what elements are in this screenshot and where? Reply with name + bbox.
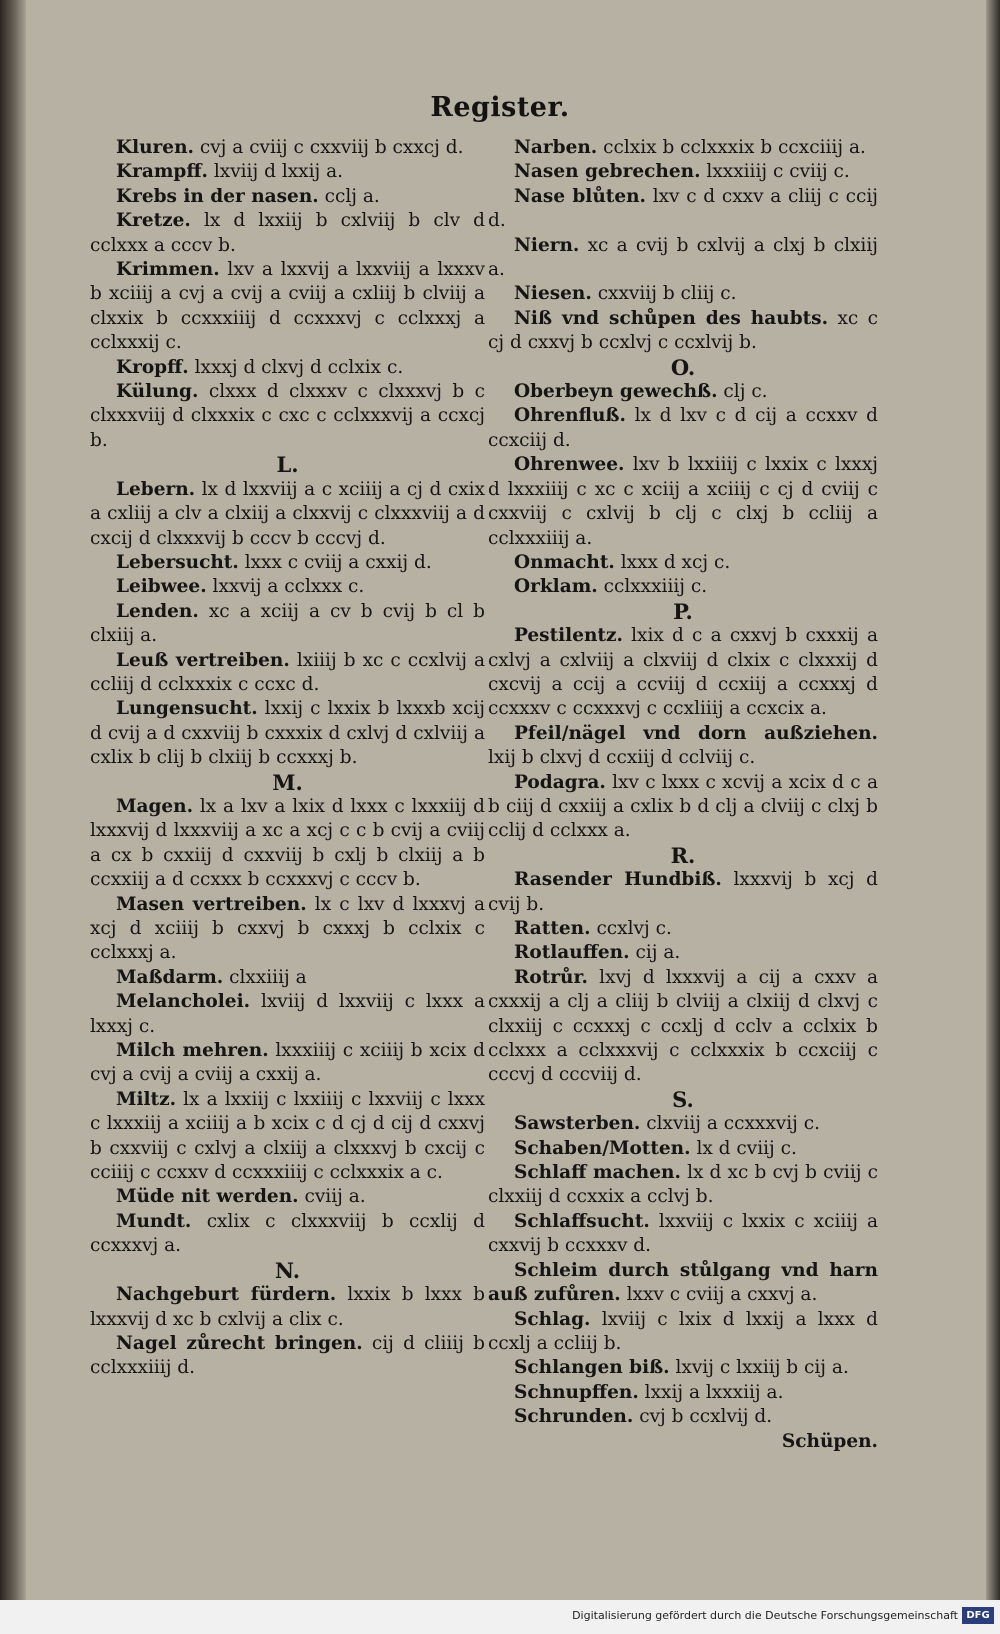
entry-references: lxvij c lxxiij b cij a. <box>675 1357 849 1379</box>
entry-references: cxlix c clxxxviij b ccxlij d ccxxxvj a. <box>90 1210 485 1257</box>
entry-term: Kretze. <box>116 210 191 232</box>
entry-term: Schlaffsucht. <box>514 1210 650 1232</box>
index-entry <box>90 990 485 1039</box>
section-letter: L. <box>276 452 299 478</box>
section-letter: N. <box>274 1257 301 1283</box>
entry-references: cvj b ccxlvij d. <box>639 1406 773 1428</box>
catchword: Schüpen. <box>781 1430 878 1452</box>
entry-term: Ratten. <box>514 918 591 939</box>
entry-term: Pfeil/nägel vnd dorn außziehen. <box>514 722 878 744</box>
entry-term: Schleim durch stůlgang vnd harn auß zufůren. <box>488 1259 878 1306</box>
entry-term: Milch mehren. <box>116 1040 269 1062</box>
entry-references: clj c. <box>723 381 768 403</box>
index-entry <box>90 966 485 990</box>
index-entry <box>488 1112 878 1136</box>
index-entry <box>488 185 878 234</box>
entry-references: ccxlvj c. <box>596 918 672 939</box>
entry-term: Rotrůr. <box>514 966 588 988</box>
entry-term: Nase blůten. <box>514 185 646 207</box>
entry-references: lx a lxxiij c lxxiiij c lxxviij c lxxx c lxxxiij a xciiij a b xcix c d cj d cij d cxxvj b cxxviij c cxlvj a clxiij a clxxxvj b cxcij c cciiij c ccxxv d ccxxxiiij c cclxxxix a c. <box>90 1088 486 1184</box>
index-entry <box>90 160 485 184</box>
footer-bar <box>0 1600 1000 1634</box>
entry-term: Schlag. <box>514 1308 591 1330</box>
index-entry <box>488 307 878 356</box>
section-letter: S. <box>672 1086 694 1112</box>
entry-references: lx d lxxviij a c xciiij a cj d cxix a cxliij a clv a clxiij a clxxvij c clxxxviij a d cxcij d clxxxvij b cccv b cccvj d. <box>90 478 485 549</box>
index-entry <box>488 941 878 965</box>
entry-term: Pestilentz. <box>514 625 623 647</box>
index-entry <box>90 600 485 649</box>
entry-term: Schnupffen. <box>514 1381 639 1403</box>
entry-term: Nasen gebrechen. <box>514 161 701 183</box>
index-entry <box>90 551 485 575</box>
index-entry <box>90 1088 485 1186</box>
entry-references: cij a. <box>635 942 681 964</box>
entry-term: Leibwee. <box>116 576 207 598</box>
entry-references: cclxix b cclxxxix b ccxciiij a. <box>603 137 866 158</box>
entry-term: Schlaff machen. <box>514 1162 681 1184</box>
index-entry <box>488 453 878 551</box>
entry-references: clxviij a ccxxxvij c. <box>646 1113 821 1135</box>
page-header: Register. <box>430 92 570 123</box>
index-entry <box>488 1259 878 1308</box>
entry-references: lxxxiiij c cviij c. <box>706 161 850 183</box>
index-entry <box>488 1137 878 1161</box>
index-entry <box>488 917 878 941</box>
index-entry <box>488 1405 878 1429</box>
entry-references: lxv c d cxxv a cliij c ccij d. <box>488 185 878 232</box>
entry-references: lx d xc b cvj b cviij c clxxiij d ccxxix a cclvj b. <box>488 1162 878 1208</box>
entry-term: Maßdarm. <box>116 966 224 988</box>
entry-term: Nachgeburt fürdern. <box>116 1284 337 1306</box>
entry-term: Mundt. <box>116 1210 192 1232</box>
section-letter: O. <box>670 354 696 380</box>
index-entry <box>488 624 878 722</box>
index-entry <box>90 1283 485 1332</box>
entry-term: Nagel zůrecht bringen. <box>116 1332 363 1354</box>
entry-references: lxxix b lxxx b lxxxvij d xc b cxlvij a clix c. <box>90 1284 485 1330</box>
entry-references: lxxxj d clxvj d cclxix c. <box>194 356 404 378</box>
index-entry <box>488 380 878 404</box>
index-entry <box>488 1308 878 1357</box>
entry-term: Lungensucht. <box>116 698 258 720</box>
entry-term: Orklam. <box>514 576 598 598</box>
entry-references: lxxx c cviij a cxxij d. <box>244 551 432 573</box>
entry-references: lx d lxxiij b cxlviij b clv d cclxxx a cccv b. <box>90 210 485 256</box>
entry-term: Külung. <box>116 381 199 403</box>
index-entry <box>488 282 878 306</box>
entry-references: clxxx d clxxxv c clxxxvj b c clxxxviij d clxxxix c cxc c cclxxxvij a ccxcj b. <box>90 381 485 451</box>
entry-term: Lebern. <box>116 478 196 500</box>
footer-credit: Digitalisierung gefördert durch die Deutsche Forschungsgemeinschaft <box>572 1609 958 1622</box>
entry-references: lxv c lxxx c xcvij a xcix d c a b ciij d cxxiij a cxlix b d clj a clviij c clxj b cclij d cclxxx a. <box>488 771 878 842</box>
entry-term: Oberbeyn gewechß. <box>514 381 718 403</box>
entry-term: Leuß vertreiben. <box>116 649 290 671</box>
entry-term: Niesen. <box>514 283 592 305</box>
entry-references: xc c cj d cxxvj b ccxlvj c ccxlvij b. <box>488 307 878 354</box>
entry-references: lxij b clxvj d ccxiij d cclviij c. <box>488 747 756 769</box>
entry-references: lxxviij c lxxix c xciiij a cxxvij b ccxxxv d. <box>488 1210 878 1257</box>
entry-term: Niern. <box>514 234 580 256</box>
entry-references: lxv a lxxvij a lxxviij a lxxxv b xciiij a cvj a cvij a cviij a cxliij b clviij a clxxix b ccxxxiiij d ccxxxvj c cclxxxj a cclxxxij c. <box>90 259 485 354</box>
entry-references: lxiiij b xc c ccxlvij a ccliij d cclxxxix c ccxc d. <box>90 649 485 695</box>
index-entry <box>488 160 878 184</box>
entry-references: lxxxiiij c xciiij b xcix d cvj a cvij a cviij a cxxij a. <box>90 1040 485 1086</box>
index-entry <box>90 185 485 209</box>
index-entry <box>90 893 485 966</box>
index-entry <box>90 575 485 599</box>
entry-references: lxxvij a cclxxx c. <box>212 576 365 598</box>
index-entry <box>90 380 485 453</box>
section-letter: M. <box>272 769 303 795</box>
entry-references: lx c lxv d lxxxvj a xcj d xciiij b cxxvj b cxxxj b cclxix c cclxxxj a. <box>90 893 485 964</box>
entry-references: lxv b lxxiiij c lxxix c lxxxj d lxxxiiij c xc c xciij a xciiij c cj d cviij c cxxviij c cxlvij b clj c clxj b ccliij a cclxxxiiij a. <box>488 454 878 549</box>
index-entry <box>90 1185 485 1209</box>
entry-references: lx a lxv a lxix d lxxx c lxxxiij d lxxxvij d lxxxviij a xc a xcj c c b cvij a cviij a cx b cxxiij d cxxviij b cxlj b clxiij a b ccxxiij a d ccxxx b ccxxxvj c cccv b. <box>90 795 485 891</box>
index-entry <box>488 1161 878 1210</box>
index-entry <box>488 966 878 1088</box>
entry-term: Kluren. <box>116 137 194 158</box>
index-entry <box>488 136 878 160</box>
entry-term: Masen vertreiben. <box>116 893 307 915</box>
entry-term: Müde nit werden. <box>116 1186 299 1208</box>
entry-term: Niß vnd schůpen des haubts. <box>514 307 829 329</box>
entry-term: Lenden. <box>116 600 199 622</box>
entry-references: lx d lxv c d cij a ccxxv d ccxciij d. <box>488 405 879 451</box>
entry-term: Krimmen. <box>116 259 220 281</box>
index-entry <box>90 136 485 160</box>
index-entry <box>90 356 485 380</box>
index-entry <box>488 868 878 917</box>
section-letter: R. <box>670 842 696 868</box>
entry-references: lxvj d lxxxvij a cij a cxxv a cxxxij a clj a cliij b clviij a clxiij d clxvj c clxxiij c ccxxxj c ccxlj d cclv a cclxix b cclxxx a cclxxxvij c cclxxxix b ccxciij c cccvj d cccviij d. <box>488 966 878 1086</box>
index-entry <box>488 1356 878 1380</box>
entry-term: Schrunden. <box>514 1406 634 1428</box>
entry-references: lxxij c lxxix b lxxxb xcij d cvij a d cxxviij b cxxxix d cxlvj d cxlviij a cxlix b clij b clxiij b ccxxxj b. <box>90 698 485 769</box>
index-entry <box>90 1210 485 1259</box>
entry-references: cij d cliiij b cclxxxiiij d. <box>90 1332 485 1379</box>
index-entry <box>488 722 878 771</box>
index-entry <box>90 1332 485 1381</box>
index-entry <box>90 478 485 551</box>
entry-term: Schlangen biß. <box>514 1357 670 1379</box>
entry-term: Ohrenwee. <box>514 454 625 476</box>
index-entry <box>488 575 878 599</box>
entry-references: cviij a. <box>304 1186 366 1208</box>
entry-references: lxxij a lxxxiij a. <box>644 1381 784 1403</box>
index-entry <box>90 697 485 770</box>
entry-term: Ohrenfluß. <box>514 405 626 427</box>
entry-references: xc a xciij a cv b cvij b cl b clxiij a. <box>90 600 485 647</box>
section-letter: P. <box>673 598 693 624</box>
entry-term: Schaben/Motten. <box>514 1137 691 1159</box>
entry-term: Podagra. <box>514 771 606 793</box>
entry-term: Magen. <box>116 795 194 817</box>
entry-references: cvj a cviij c cxxviij b cxxcj d. <box>199 137 464 158</box>
entry-term: Krebs in der nasen. <box>116 185 319 207</box>
entry-references: lxviij d lxxij a. <box>213 161 344 183</box>
entry-references: lxix d c a cxxvj b cxxxij a cxlvj a cxlviij a clxviij d clxix c clxxxij d cxcvij a ccij a ccviij d ccxiij a ccxxxj d ccxxxv c ccxxxvj c ccxliiij a ccxcix a. <box>488 625 878 720</box>
entry-references: lxxx d xcj c. <box>620 551 731 573</box>
entry-term: Rotlauffen. <box>514 942 630 964</box>
index-entry <box>90 649 485 698</box>
entry-term: Krampff. <box>116 161 208 183</box>
entry-references: lxxxvij b xcj d cvij b. <box>488 869 878 915</box>
entry-references: cxxviij b cliij c. <box>597 283 737 305</box>
entry-term: Kropff. <box>116 356 189 378</box>
index-entry <box>90 209 485 258</box>
index-entry <box>90 1039 485 1088</box>
entry-term: Lebersucht. <box>116 551 239 573</box>
entry-references: lx d cviij c. <box>696 1137 797 1159</box>
index-entry <box>90 795 485 893</box>
entry-term: Miltz. <box>116 1088 177 1110</box>
left-column <box>90 136 485 1381</box>
entry-references: lxviij d lxxviij c lxxx a lxxxj c. <box>90 991 485 1037</box>
entry-term: Sawsterben. <box>514 1113 641 1135</box>
index-entry <box>488 551 878 575</box>
index-entry <box>488 404 878 453</box>
dfg-logo-icon[interactable]: DFG <box>962 1607 994 1624</box>
index-entry <box>488 234 878 283</box>
entry-references: lxxv c cviij a cxxvj a. <box>626 1284 818 1306</box>
index-entry <box>488 771 878 844</box>
index-entry <box>90 258 485 356</box>
entry-references: lxviij c lxix d lxxij a lxxx d ccxlj a ccliij b. <box>488 1308 878 1354</box>
index-entry <box>488 1381 878 1405</box>
entry-references: cclj a. <box>324 185 380 207</box>
right-column <box>488 136 878 1454</box>
entry-term: Rasender Hundbiß. <box>514 869 722 891</box>
entry-references: cclxxxiiij c. <box>603 576 708 598</box>
entry-term: Onmacht. <box>514 551 615 573</box>
entry-references: clxxiiij a <box>229 966 307 988</box>
entry-references: xc a cvij b cxlvij a clxj b clxiij a. <box>488 234 878 281</box>
index-entry <box>488 1210 878 1259</box>
entry-term: Narben. <box>514 137 598 158</box>
entry-term: Melancholei. <box>116 991 251 1013</box>
